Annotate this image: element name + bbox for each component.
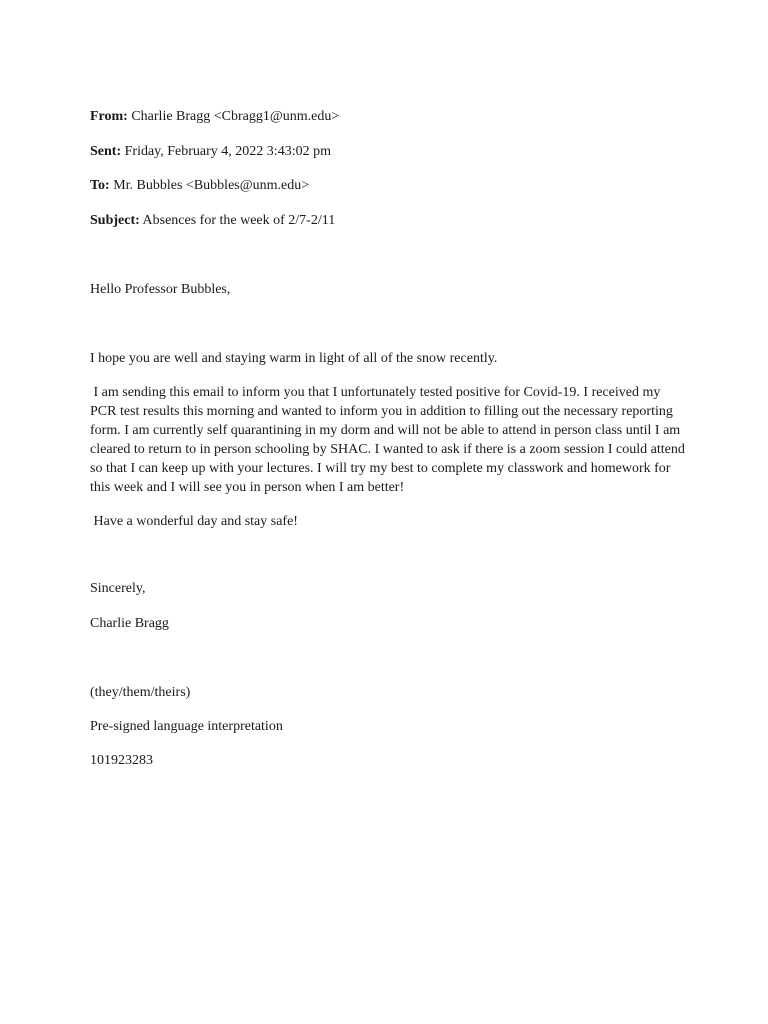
paragraph-main-line: cleared to return to in person schooling by SHAC. I wanted to ask if there is a zoom session I could attend <box>90 442 685 457</box>
from-line <box>90 107 339 126</box>
paragraph-farewell: Have a wonderful day and stay safe! <box>90 514 298 529</box>
pronouns: (they/them/theirs) <box>90 685 191 700</box>
to-label: To: <box>90 178 110 193</box>
to-value: Mr. Bubbles <Bubbles@unm.edu> <box>113 178 310 193</box>
greeting: Hello Professor Bubbles, <box>90 282 231 297</box>
program: Pre-signed language interpretation <box>90 719 283 734</box>
paragraph-intro: I hope you are well and staying warm in light of all of the snow recently. <box>90 351 498 366</box>
paragraph-main-line: so that I can keep up with your lectures. I will try my best to complete my classwork and homework for <box>90 461 671 476</box>
sent-line <box>90 142 331 161</box>
closing: Sincerely, <box>90 581 146 596</box>
signature-name: Charlie Bragg <box>90 616 169 631</box>
paragraph-main-line: PCR test results this morning and wanted to inform you in addition to filling out the necessary reporting <box>90 404 673 419</box>
subject-line <box>90 211 335 230</box>
paragraph-main-line: I am sending this email to inform you that I unfortunately tested positive for Covid-19. I received my <box>90 385 661 400</box>
sent-label: Sent: <box>90 144 122 159</box>
from-label: From: <box>90 109 128 124</box>
paragraph-main-line: this week and I will see you in person when I am better! <box>90 480 405 495</box>
to-line <box>90 176 309 195</box>
subject-label: Subject: <box>90 213 140 228</box>
from-value: Charlie Bragg <Cbragg1@unm.edu> <box>131 109 340 124</box>
sent-value: Friday, February 4, 2022 3:43:02 pm <box>124 144 331 159</box>
paragraph-main-line: form. I am currently self quarantining in my dorm and will not be able to attend in person class until I am <box>90 423 681 438</box>
id-number: 101923283 <box>90 753 153 768</box>
subject-value: Absences for the week of 2/7-2/11 <box>142 213 336 228</box>
